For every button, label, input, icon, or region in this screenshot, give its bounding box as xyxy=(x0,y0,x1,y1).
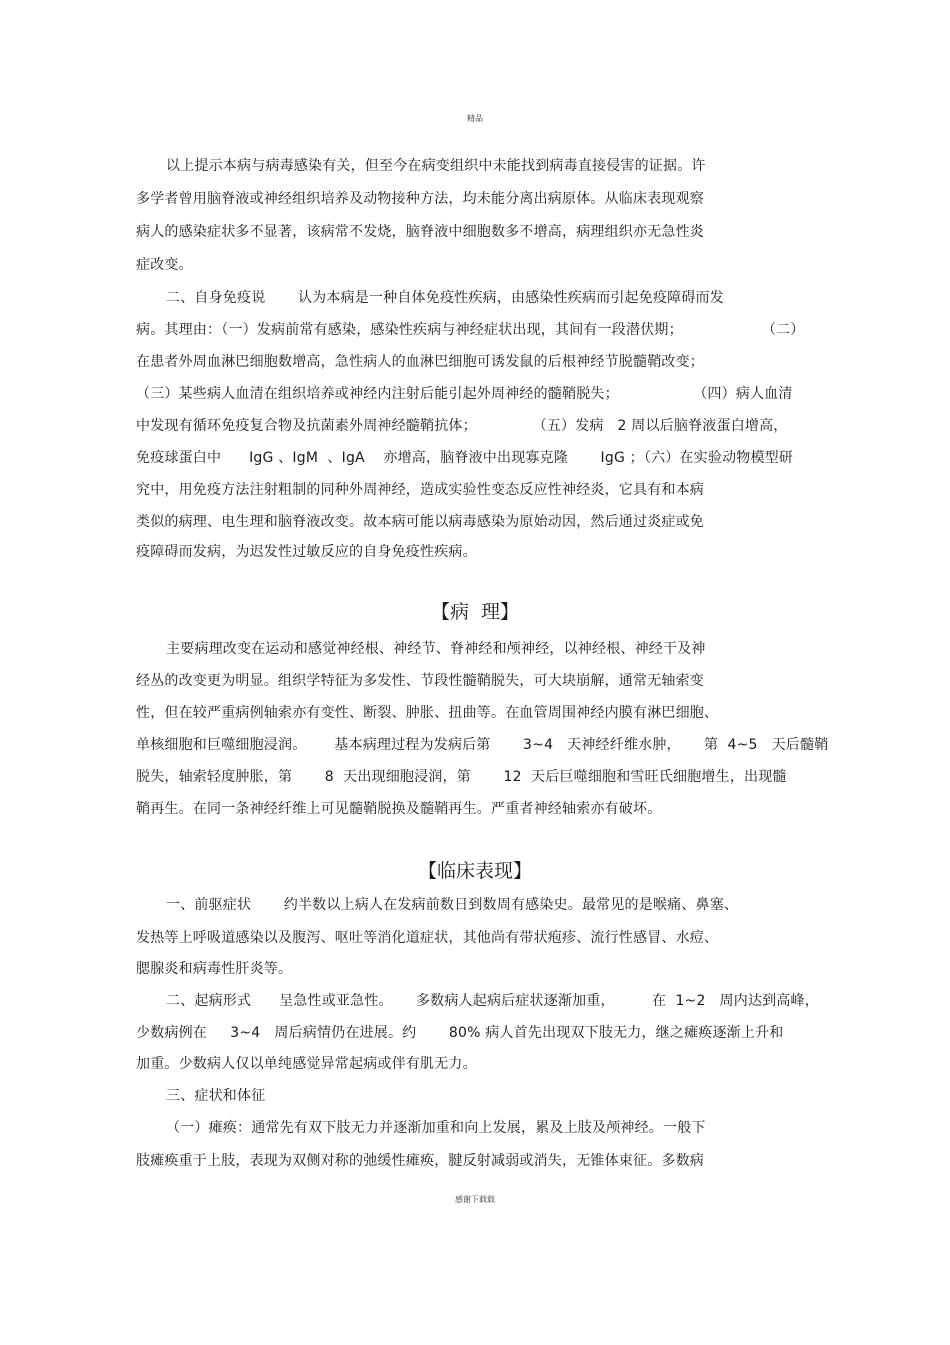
text-line: 病。其理由：（一）发病前常有感染，感染性疾病与神经症状出现，其间有一段潜伏期； （二） xyxy=(136,322,805,338)
text-line: 脱失，轴索轻度肿胀，第 8 天出现细胞浸润，第 12 天后巨噬细胞和雪旺氏细胞增生，出现髓 xyxy=(136,769,787,785)
text-line: 多学者曾用脑脊液或神经组织培养及动物接种方法，均未能分离出病原体。从临床表现观察 xyxy=(136,191,704,207)
text-line: 性，但在较严重病例轴索亦有变性、断裂、肿胀、扭曲等。在血管周围神经内膜有淋巴细胞、 xyxy=(136,705,719,721)
text-line: 腮腺炎和病毒性肝炎等。 xyxy=(136,961,293,977)
text-line: 经丛的改变更为明显。组织学特征为多发性、节段性髓鞘脱失，可大块崩解，通常无轴索变 xyxy=(136,673,704,689)
text-line: 二、自身免疫说 认为本病是一种自体免疫性疾病，由感染性疾病而引起免疫障碍而发 xyxy=(166,290,724,306)
text-line: 三、症状和体征 xyxy=(166,1088,266,1104)
page-footer: 感谢下载载 xyxy=(455,1195,495,1204)
text-line: 中发现有循环免疫复合物及抗菌素外周神经髓鞘抗体； （五）发病 2 周以后脑脊液蛋白增高， xyxy=(136,418,788,434)
text-line: 究中，用免疫方法注射粗制的同种外周神经，造成实验性变态反应性神经炎，它具有和本病 xyxy=(136,482,704,498)
text-line: 病人的感染症状多不显著，该病常不发烧，脑脊液中细胞数多不增高，病理组织亦无急性炎 xyxy=(136,224,704,240)
text-line: 主要病理改变在运动和感觉神经根、神经节、脊神经和颅神经，以神经根、神经干及神 xyxy=(166,641,706,657)
text-line: 类似的病理、电生理和脑脊液改变。故本病可能以病毒感染为原始动因，然后通过炎症或免 xyxy=(136,514,704,530)
text-line: 少数病例在 3~4 周后病情仍在进展。约 80% 病人首先出现双下肢无力，继之瘫痪逐渐上升和 xyxy=(136,1025,784,1041)
text-line: 在患者外周血淋巴细胞数增高，急性病人的血淋巴细胞可诱发鼠的后根神经节脱髓鞘改变； xyxy=(136,354,704,370)
text-line: 肢瘫痪重于上肢，表现为双侧对称的弛缓性瘫痪，腱反射减弱或消失，无锥体束征。多数病 xyxy=(136,1153,704,1169)
section-heading-clinical: 【临床表现】 xyxy=(417,860,532,882)
section-heading-pathology: 【病 理】 xyxy=(430,601,520,623)
text-line: 发热等上呼吸道感染以及腹泻、呕吐等消化道症状，其他尚有带状疱疹、流行性感冒、水痘、 xyxy=(136,930,719,946)
text-line: 单核细胞和巨噬细胞浸润。 基本病理过程为发病后第 3~4 天神经纤维水肿， 第 4~5 天后髓鞘 xyxy=(136,737,829,753)
text-line: 疫障碍而发病，为迟发性过敏反应的自身免疫性疾病。 xyxy=(136,544,477,560)
text-line: 加重。少数病人仅以单纯感觉异常起病或伴有肌无力。 xyxy=(136,1056,477,1072)
text-line: （一）瘫痪：通常先有双下肢无力并逐渐加重和向上发展，累及上肢及颅神经。一般下 xyxy=(166,1120,706,1136)
text-line: 以上提示本病与病毒感染有关，但至今在病变组织中未能找到病毒直接侵害的证据。许 xyxy=(166,158,706,174)
text-line: 二、起病形式 呈急性或亚急性。 多数病人起病后症状逐渐加重， 在 1~2 周内达到高峰， xyxy=(166,993,819,1009)
text-line: （三）某些病人血清在组织培养或神经内注射后能引起外周神经的髓鞘脱失； （四）病人血清 xyxy=(136,386,793,402)
page-header: 精品 xyxy=(467,114,483,123)
text-line: 症改变。 xyxy=(136,257,193,273)
text-line: 鞘再生。在同一条神经纤维上可见髓鞘脱换及髓鞘再生。严重者神经轴索亦有破坏。 xyxy=(136,801,662,817)
text-line: 免疫球蛋白中 IgG 、IgM 、IgA 亦增高，脑脊液中出现寡克隆 IgG ；（六）在实验动物模型研 xyxy=(136,450,794,466)
text-line: 一、前驱症状 约半数以上病人在发病前数日到数周有感染史。最常见的是喉痛、鼻塞、 xyxy=(166,897,739,913)
